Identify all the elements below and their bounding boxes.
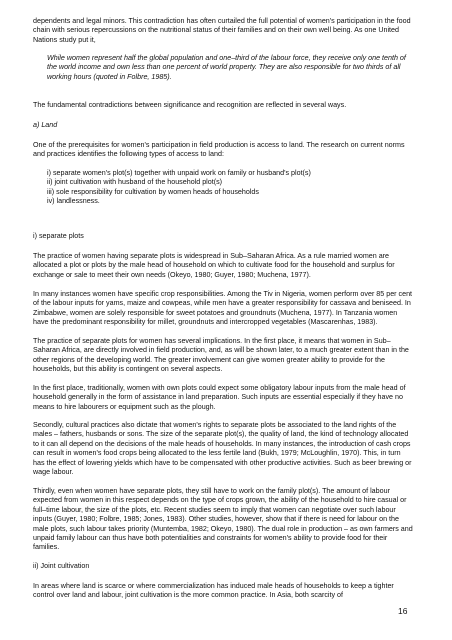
paragraph-joint-cultivation: In areas where land is scarce or where commercialization has induced male heads of households to keep a tighter control over land and labour, joint cultivation is the more common practice. In Asia, both scarcity of [33,582,394,600]
paragraph-crop-responsibilities: In many instances women have specific crop responsibilities. Among the Tiv in Nigeria, women perform over 85 per cent of the labour inputs for yams, maize and cowpeas, while men have a greater responsibility for cassava and beniseed. In Zimbabwe, women are solely responsible for sweet potatoes and groundnuts (Muchena, 1977). In Tanzania women have the predominant responsibility for millet, groundnuts and intercropped vegetables (Mascarenhas, 1983). [33,290,413,327]
list-item: iii) sole responsibility for cultivation by women heads of households [47,187,259,196]
paragraph-thirdly: Thirdly, even when women have separate plots, they still have to work on the family plot(s). The amount of labour expected from women in this respect depends on the type of crops grown, the ability of the household to hire casual or full–time labour, the size of the plots, etc. Recent studies seem to imply that women can negotiate over such labour inputs (Guyer, 1980; Folbre, 1985; Jones, 1983). Other studies, however, show that if there is need for labour on the male plots, such labour takes priority (Muntemba, 1982; Okeyo, 1980). The dual role in production – as own farmers and unpaid family labour can thus have both potentialities and constraints for women's ability to provide food for their families. [33,487,413,552]
paragraph-dependents: dependents and legal minors. This contradiction has often curtailed the full potential of women's participation in the food chain with serious repercussions on the nutritional status of their families and on their own well being. As one United Nations study put it, [33,17,411,44]
page-number: 16 [398,606,408,616]
list-item: i) separate women's plot(s) together with unpaid work on family or husband's plot(s) [47,169,311,177]
paragraph-separate-plots-practice: The practice of women having separate plots is widespread in Sub–Saharan Africa. As a rule married women are allocated a plot or plots by the male head of household on which to cultivate food for the household and surplus for exchange or sale to meet their own needs (Okeyo, 1980; Guyer, 1980; Muchena, 1977). [33,252,395,279]
paragraph-first-place: In the first place, traditionally, women with own plots could expect some obligatory labour inputs from the male head of household generally in the form of assistance in land preparation. Such inputs are essential especially if they have no means to hire labourers or equipment such as the plough. [33,384,406,411]
paragraph-implications: The practice of separate plots for women has several implications. In the first place, it means that women in Sub–Saharan Africa, are directly involved in field production, and, as will be shown later, to a much greater extent than in the other regions of the developing world. The greater involvement can give women greater ability to provide for the households, but this ability is contingent on several aspects. [33,337,409,374]
access-types-list [47,169,413,207]
heading-joint-cultivation: ii) Joint cultivation [33,562,90,570]
block-quote-un-study: While women represent half the global population and one–third of the labour force, they receive only one tenth of the world income and own less than one percent of world property. They are also responsible for two thirds of all working hours (quoted in Folbre, 1985). [47,54,406,81]
paragraph-access-to-land: One of the prerequisites for women's participation in field production is access to land. The research on current norms and practices identifies the following types of access to land: [33,141,405,159]
list-item: iv) landlessness. [47,197,100,206]
heading-land-text: a) Land [33,121,58,129]
heading-separate-plots: i) separate plots [33,232,84,240]
list-item: ii) joint cultivation with husband of the household plot(s) [47,178,223,187]
paragraph-contradictions: The fundamental contradictions between significance and recognition are reflected in several ways. [33,101,347,109]
paragraph-secondly: Secondly, cultural practices also dictate that women's rights to separate plots be associated to the land rights of the males – fathers, husbands or sons. The size of the separate plot(s), the quality of land, the kind of technology allocated to it can all depend on the decisions of the male heads of households. In many instances, the introduction of cash crops can result in women's food crops being allocated to the less fertile land (Bukh, 1979; McLoughlin, 1970). This, in turn has the effect of lowering yields which have to be compensated with other productive activities. Such as beer brewing or wage labour. [33,421,412,477]
heading-land [33,121,413,130]
